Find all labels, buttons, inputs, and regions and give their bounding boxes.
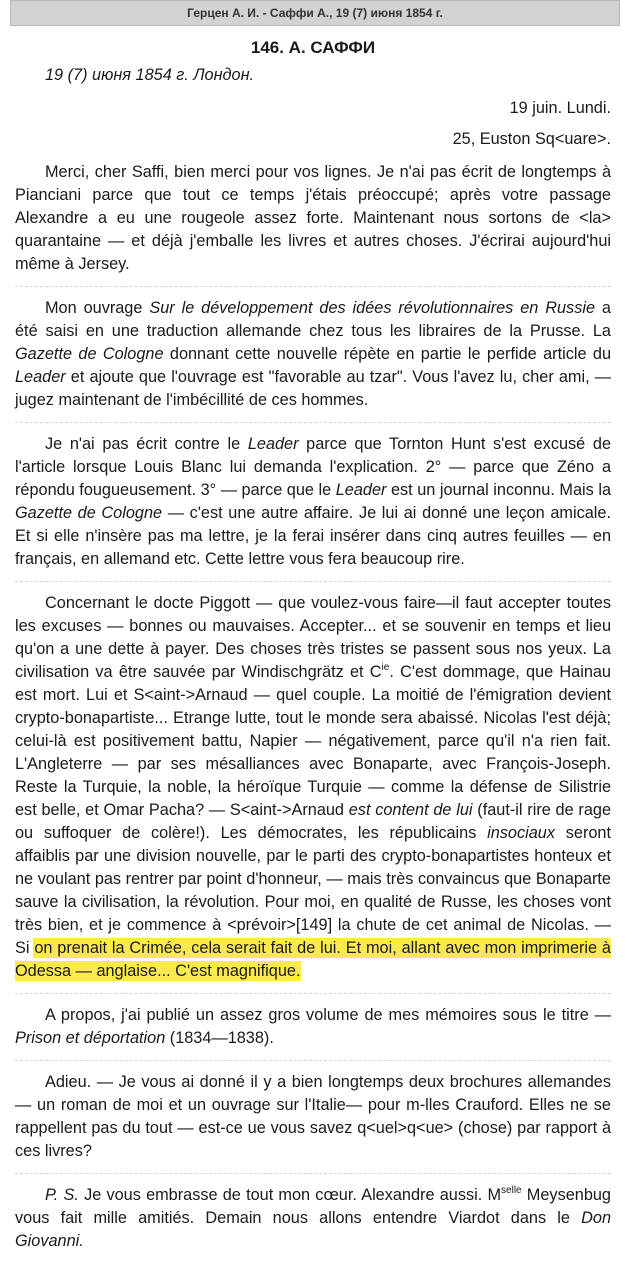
postscript: P. S. Je vous embrasse de tout mon cœur. Alexandre aussi. $M^{selle}$ Meysenbug vous fait mille amitiés. Demain nous allons entendre Viardot dans le Don Giovanni. [15, 1184, 611, 1250]
letter-date-place: 19 (7) июня 1854 г. Лондон. [45, 66, 255, 84]
header-title: Герцен А. И. - Саффи А., 19 (7) июня 1854 г. [187, 6, 443, 20]
paragraph-2: Mon ouvrage Sur le développement des idées révolutionnaires en Russie a été saisi en une traduction allemande chez tous les libraires de la Prusse. La Gazette de Cologne donnant cette nouvelle répète en partie le perfide article du Leader et ajoute que l'ouvrage est "favorable au tzar". Vous l'avez lu, cher ami, — jugez maintenant de l'imbécillité de ces hommes. [15, 299, 611, 409]
paragraph-divider [15, 1173, 611, 1174]
highlighted-passage: on prenait la Crimée, cela serait fait de lui. Et moi, allant avec mon imprimerie à Odessa — anglaise... C'est magnifique. [15, 939, 611, 980]
paragraph-6: Adieu. — Je vous ai donné il y a bien longtemps deux brochures allemandes — un roman de moi et un ouvrage sur l'Italie— pour m-lles Crauford. Elles ne se rappellent pas du tout — est-ce ue vous savez q<uel>q<ue> (chose) par rapport à ces livres? [15, 1073, 611, 1160]
letter-body [15, 28, 611, 1263]
paragraph-divider [15, 581, 611, 582]
paragraph-5: A propos, j'ai publié un assez gros volume de mes mémoires sous le titre — Prison et déportation (1834—1838). [15, 1006, 611, 1047]
letter-date-line: 19 juin. Lundi. [509, 99, 611, 117]
paragraph-divider [15, 286, 611, 287]
page-header-bar [10, 0, 620, 26]
paragraph-3: Je n'ai pas écrit contre le Leader parce que Tornton Hunt s'est excusé de l'article lorsque Louis Blanc lui demanda l'explication. 2° — parce que Zéno a répondu fougueusement. 3° — parce que le Leader est un journal inconnu. Mais la Gazette de Cologne — c'est une autre affaire. Je lui ai donné une leçon amicale. Et si elle n'insère pas ma lettre, je la ferai insérer dans cinq autres feuilles — en français, en allemand etc. Cette lettre vous fera beaucoup rire. [15, 435, 612, 568]
paragraph-divider [15, 422, 611, 423]
paragraph-1: Merci, cher Saffi, bien merci pour vos lignes. Je n'ai pas écrit de longtemps à Pianciani parce que tout ce temps j'étais préoccupé; après votre passage Alexandre a eu une rougeole assez forte. Maintenant nous sortons de <la> quarantaine — et déjà j'emballe les livres et autres choses. J'écrirai aujourd'hui même à Jersey. [15, 163, 611, 273]
letter-address-line: 25, Euston Sq<uare>. [452, 130, 611, 148]
paragraph-divider [15, 993, 611, 994]
paragraph-4: Concernant le docte Piggott — que voulez-vous faire—il faut accepter toutes les excuses — bonnes ou mauvaises. Accepter... et se souvenir en temps et lieu qu'on a une dette à payer. Des choses très tristes se passent sous nos yeux. La civilisation va être sauvée par Windischgrätz et $C^{ie}$. C'est dommage, que Hainau est mort. Lui et S<aint->Arnaud — quel couple. La moitié de l'émigration devient crypto-bonapartiste... Etrange lutte, tout le monde sera abaissé. Nicolas l'est déjà; celui-là est positivement battu, Napier — négativement, parce qu'il n'a rien fait. L'Angleterre — par ses mésalliances avec Bonaparte, avec François-Joseph. Reste la Turquie, la noble, la héroïque Turquie — comme la défense de Silistrie est belle, et Omar Pacha? — S<aint->Arnaud est content de lui (faut-il rire de rage ou suffoquer de colère!). Les démocrates, les républicains insociaux seront affaiblis par une division nouvelle, par le parti des crypto-bonapartistes honteux et ne voulant pas rentrer par point d'honneur, — mais très convaincus que Bonaparte sauve la civilisation, la révolution. Pour moi, en qualité de Russe, les choses vont très bien, et je commence à <prévoir>[149] la chute de cet animal de Nicolas. — Si on prenait la Crimée, cela serait fait de lui. Et moi, allant avec mon imprimerie à Odessa — anglaise... C'est magnifique. [15, 594, 612, 980]
paragraph-divider [15, 1060, 611, 1061]
letter-title: 146. А. САФФИ [250, 38, 376, 57]
